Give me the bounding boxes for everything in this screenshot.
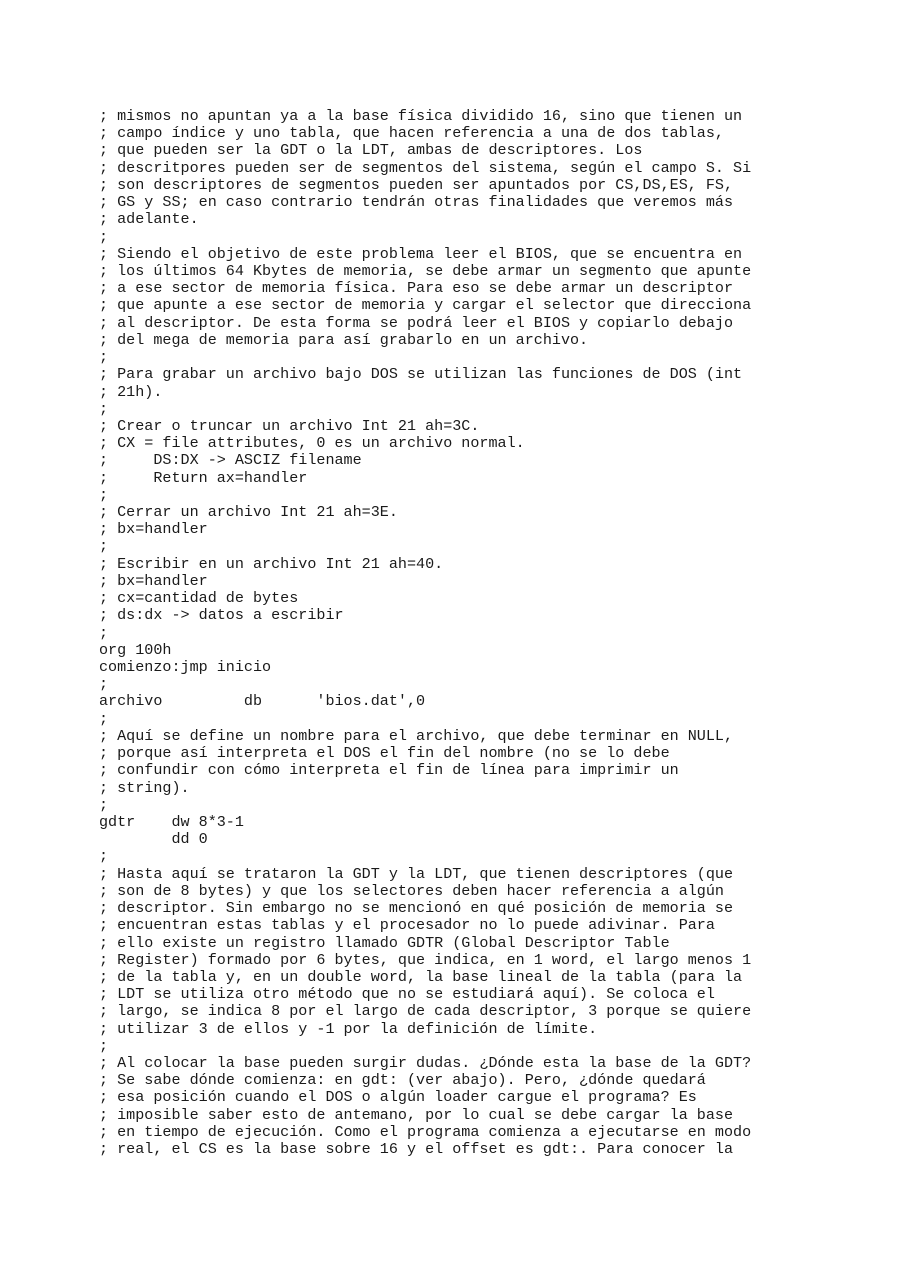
comment-line: ; son de 8 bytes) y que los selectores deben hacer referencia a algún (99, 881, 724, 900)
comment-line: ; imposible saber esto de antemano, por lo cual se debe cargar la base (99, 1105, 734, 1124)
empty-comment-line: ; (99, 399, 109, 418)
comment-line: ; Escribir en un archivo Int 21 ah=40. (99, 554, 444, 573)
comment-line: ; 21h). (99, 382, 163, 401)
comment-line: ; ds:dx -> datos a escribir (99, 606, 344, 625)
comment-line: ; Siendo el objetivo de este problema leer el BIOS, que se encuentra en (99, 244, 743, 263)
empty-comment-line: ; (99, 709, 109, 728)
comment-line: ; esa posición cuando el DOS o algún loader cargue el programa? Es (99, 1088, 697, 1107)
empty-comment-line: ; (99, 485, 109, 504)
instruction-line: dd 0 (99, 830, 208, 849)
comment-line: ; ello existe un registro llamado GDTR (Global Descriptor Table (99, 933, 670, 952)
comment-line: ; CX = file attributes, 0 es un archivo normal. (99, 434, 525, 453)
empty-comment-line: ; (99, 623, 109, 642)
instruction-line: org 100h (99, 640, 172, 659)
comment-line: ; DS:DX -> ASCIZ filename (99, 451, 362, 470)
comment-line: ; a ese sector de memoria física. Para eso se debe armar un descriptor (99, 279, 734, 298)
empty-comment-line: ; (99, 537, 109, 556)
comment-line: ; en tiempo de ejecución. Como el programa comienza a ejecutarse en modo (99, 1122, 752, 1141)
comment-line: ; confundir con cómo interpreta el fin de línea para imprimir un (99, 761, 679, 780)
empty-comment-line: ; (99, 675, 109, 694)
comment-line: ; son descriptores de segmentos pueden ser apuntados por CS,DS,ES, FS, (99, 175, 734, 194)
comment-line: ; bx=handler (99, 520, 208, 539)
comment-line: ; Crear o truncar un archivo Int 21 ah=3C. (99, 416, 480, 435)
comment-line: ; Para grabar un archivo bajo DOS se utilizan las funciones de DOS (int (99, 365, 743, 384)
comment-line: ; al descriptor. De esta forma se podrá leer el BIOS y copiarlo debajo (99, 313, 734, 332)
comment-line: ; Return ax=handler (99, 468, 308, 487)
comment-line: ; de la tabla y, en un double word, la base lineal de la tabla (para la (99, 967, 743, 986)
comment-line: ; real, el CS es la base sobre 16 y el offset es gdt:. Para conocer la (99, 1140, 734, 1159)
instruction-line: gdtr dw 8*3-1 (99, 812, 244, 831)
comment-line: ; Se sabe dónde comienza: en gdt: (ver abajo). Pero, ¿dónde quedará (99, 1071, 706, 1090)
instruction-line: comienzo:jmp inicio (99, 658, 272, 676)
comment-line: ; adelante. (99, 210, 199, 229)
instruction-line: archivo db 'bios.dat',0 (99, 692, 426, 711)
comment-line: ; descritpores pueden ser de segmentos del sistema, según el campo S. Si (99, 158, 752, 177)
comment-line: ; encuentran estas tablas y el procesador no lo puede adivinar. Para (99, 916, 715, 935)
empty-comment-line: ; (99, 227, 109, 246)
empty-comment-line: ; (99, 795, 109, 814)
comment-line: ; LDT se utiliza otro método que no se estudiará aquí). Se coloca el (99, 985, 715, 1004)
comment-line: ; mismos no apuntan ya a la base física dividido 16, sino que tienen un (99, 107, 743, 125)
empty-comment-line: ; (99, 348, 109, 367)
empty-comment-line: ; (99, 1036, 109, 1055)
comment-line: ; que apunte a ese sector de memoria y cargar el selector que direcciona (99, 296, 752, 315)
comment-line: ; utilizar 3 de ellos y -1 por la definición de límite. (99, 1019, 598, 1038)
comment-line: ; porque así interpreta el DOS el fin del nombre (no se lo debe (99, 744, 670, 763)
comment-line: ; Register) formado por 6 bytes, que indica, en 1 word, el largo menos 1 (99, 950, 752, 969)
comment-line: ; Cerrar un archivo Int 21 ah=3E. (99, 503, 398, 522)
comment-line: ; cx=cantidad de bytes (99, 589, 299, 608)
empty-comment-line: ; (99, 847, 109, 866)
comment-line: ; GS y SS; en caso contrario tendrán otras finalidades que veremos más (99, 193, 734, 212)
comment-line: ; que pueden ser la GDT o la LDT, ambas de descriptores. Los (99, 141, 643, 160)
comment-line: ; bx=handler (99, 571, 208, 590)
comment-line: ; Aquí se define un nombre para el archivo, que debe terminar en NULL, (99, 726, 734, 745)
comment-line: ; Al colocar la base pueden surgir dudas. ¿Dónde esta la base de la GDT? (99, 1054, 752, 1073)
comment-line: ; Hasta aquí se trataron la GDT y la LDT, que tienen descriptores (que (99, 864, 734, 883)
comment-line: ; string). (99, 778, 190, 797)
assembly-source-listing (99, 108, 751, 1158)
comment-line: ; campo índice y uno tabla, que hacen referencia a una de dos tablas, (99, 124, 724, 143)
comment-line: ; del mega de memoria para así grabarlo en un archivo. (99, 330, 589, 349)
comment-line: ; los últimos 64 Kbytes de memoria, se debe armar un segmento que apunte (99, 261, 752, 280)
comment-line: ; descriptor. Sin embargo no se mencionó en qué posición de memoria se (99, 899, 734, 918)
comment-line: ; largo, se indica 8 por el largo de cada descriptor, 3 porque se quiere (99, 1002, 752, 1021)
